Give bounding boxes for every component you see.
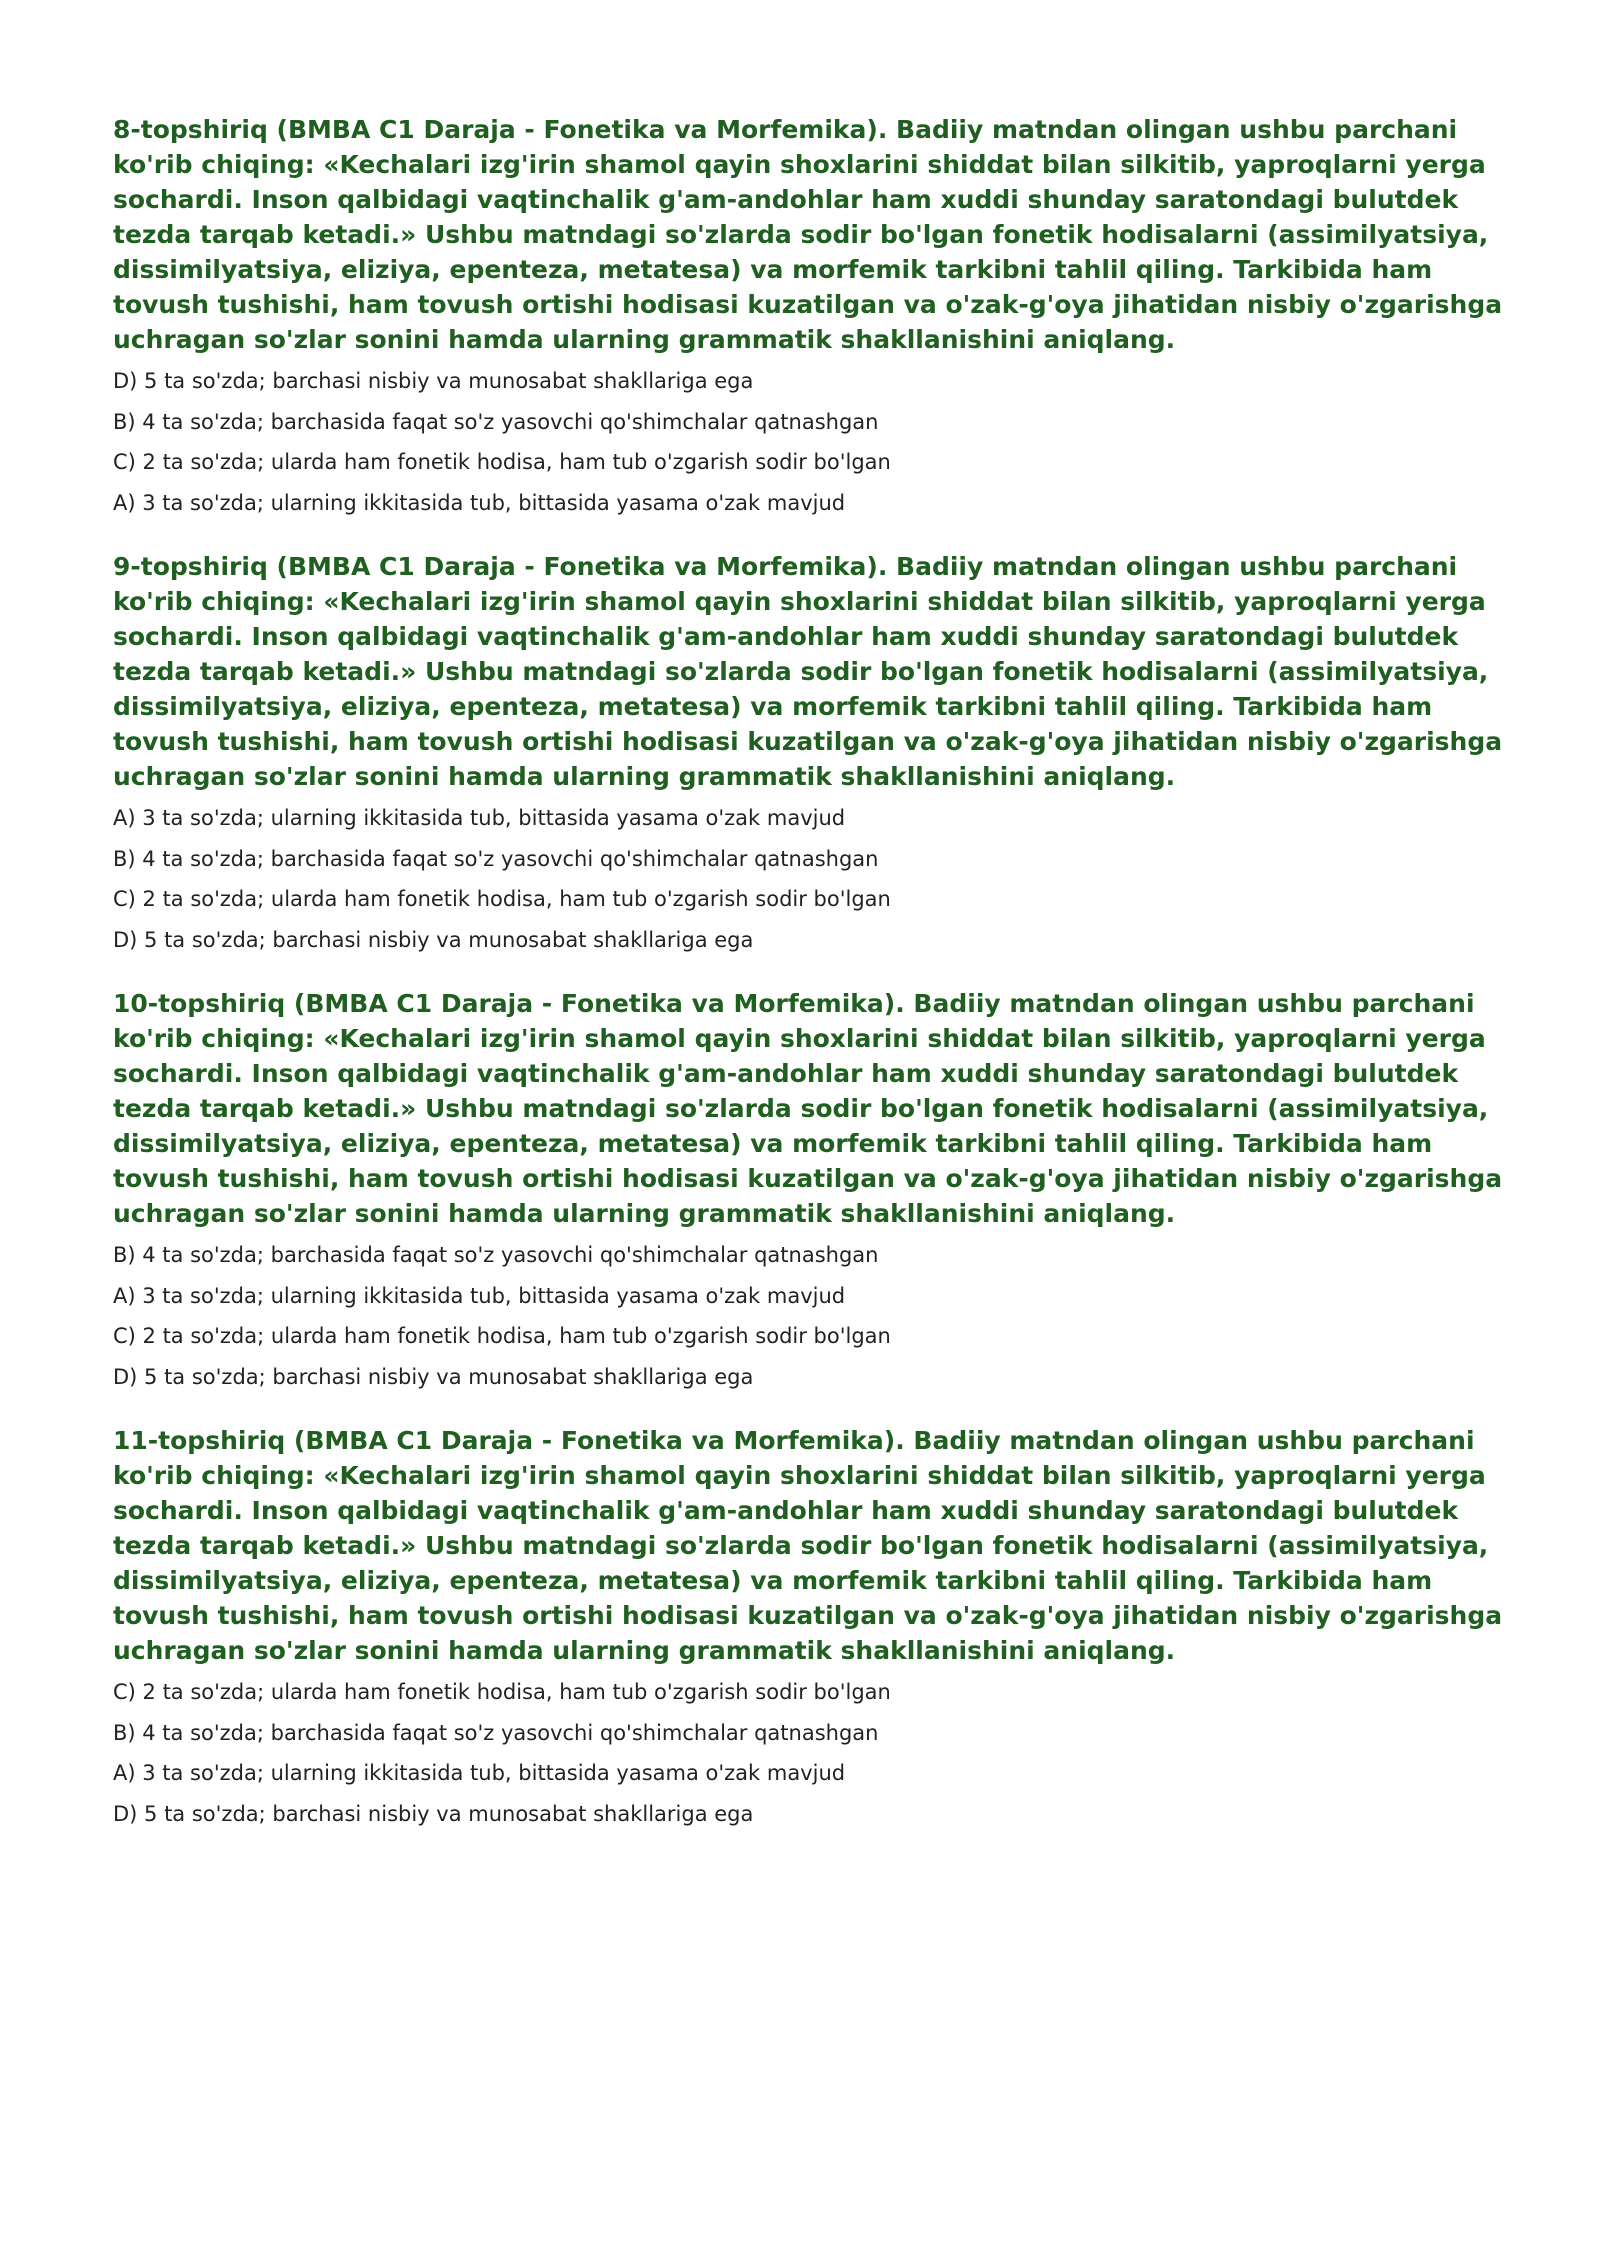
- answer-option: B) 4 ta so'zda; barchasida faqat so'z yasovchi qo'shimchalar qatnashgan: [113, 409, 879, 434]
- question-10: [113, 986, 1503, 1397]
- answer-option: D) 5 ta so'zda; barchasi nisbiy va munosabat shakllariga ega: [113, 1801, 754, 1826]
- answer-option: B) 4 ta so'zda; barchasida faqat so'z yasovchi qo'shimchalar qatnashgan: [113, 1243, 879, 1267]
- answer-option: C) 2 ta so'zda; ularda ham fonetik hodisa, ham tub o'zgarish sodir bo'lgan: [113, 1324, 891, 1348]
- question-title: 10-topshiriq (BMBA C1 Daraja - Fonetika va Morfemika). Badiiy matndan olingan ushbu parchani ko'rib chiqing: «Kechalari izg'irin shamol qayin shoxlarini shiddat bilan silkitib, yaproqlarni yerga sochardi. Inson qalbidagi vaqtinchalik g'am-andohlar ham xuddi shunday saratondagi bulutdek tezda tarqab ketadi.» Ushbu matndagi so'zlarda sodir bo'lgan fonetik hodisalarni (assimilyatsiya, dissimilyatsiya, eliziya, epenteza, metatesa) va morfemik tarkibni tahlil qiling. Tarkibida ham tovush tushishi, ham tovush ortishi hodisasi kuzatilgan va o'zak-g'oya jihatidan nisbiy o'zgarishga uchragan so'zlar sonini hamda ularning grammatik shakllanishini aniqlang.: [113, 989, 1503, 1228]
- answer-option: C) 2 ta so'zda; ularda ham fonetik hodisa, ham tub o'zgarish sodir bo'lgan: [113, 1680, 891, 1704]
- question-title: 11-topshiriq (BMBA C1 Daraja - Fonetika va Morfemika). Badiiy matndan olingan ushbu parchani ko'rib chiqing: «Kechalari izg'irin shamol qayin shoxlarini shiddat bilan silkitib, yaproqlarni yerga sochardi. Inson qalbidagi vaqtinchalik g'am-andohlar ham xuddi shunday saratondagi bulutdek tezda tarqab ketadi.» Ushbu matndagi so'zlarda sodir bo'lgan fonetik hodisalarni (assimilyatsiya, dissimilyatsiya, eliziya, epenteza, metatesa) va morfemik tarkibni tahlil qiling. Tarkibida ham tovush tushishi, ham tovush ortishi hodisasi kuzatilgan va o'zak-g'oya jihatidan nisbiy o'zgarishga uchragan so'zlar sonini hamda ularning grammatik shakllanishini aniqlang.: [113, 1426, 1503, 1665]
- question-title: 9-topshiriq (BMBA C1 Daraja - Fonetika va Morfemika). Badiiy matndan olingan ushbu parchani ko'rib chiqing: «Kechalari izg'irin shamol qayin shoxlarini shiddat bilan silkitib, yaproqlarni yerga sochardi. Inson qalbidagi vaqtinchalik g'am-andohlar ham xuddi shunday saratondagi bulutdek tezda tarqab ketadi.» Ushbu matndagi so'zlarda sodir bo'lgan fonetik hodisalarni (assimilyatsiya, dissimilyatsiya, eliziya, epenteza, metatesa) va morfemik tarkibni tahlil qiling. Tarkibida ham tovush tushishi, ham tovush ortishi hodisasi kuzatilgan va o'zak-g'oya jihatidan nisbiy o'zgarishga uchragan so'zlar sonini hamda ularning grammatik shakllanishini aniqlang.: [113, 552, 1503, 791]
- answer-options: [113, 1235, 1503, 1397]
- document-page: [113, 112, 1503, 1860]
- answer-option: D) 5 ta so'zda; barchasi nisbiy va munosabat shakllariga ega: [113, 369, 754, 393]
- answer-options: [113, 1672, 1503, 1834]
- answer-option: C) 2 ta so'zda; ularda ham fonetik hodisa, ham tub o'zgarish sodir bo'lgan: [113, 450, 891, 474]
- answer-options: [113, 361, 1503, 523]
- answer-option: B) 4 ta so'zda; barchasida faqat so'z yasovchi qo'shimchalar qatnashgan: [113, 846, 879, 871]
- question-11: [113, 1423, 1503, 1834]
- answer-options: [113, 798, 1503, 960]
- answer-option: A) 3 ta so'zda; ularning ikkitasida tub, bittasida yasama o'zak mavjud: [113, 1283, 846, 1308]
- question-title: 8-topshiriq (BMBA C1 Daraja - Fonetika va Morfemika). Badiiy matndan olingan ushbu parchani ko'rib chiqing: «Kechalari izg'irin shamol qayin shoxlarini shiddat bilan silkitib, yaproqlarni yerga sochardi. Inson qalbidagi vaqtinchalik g'am-andohlar ham xuddi shunday saratondagi bulutdek tezda tarqab ketadi.» Ushbu matndagi so'zlarda sodir bo'lgan fonetik hodisalarni (assimilyatsiya, dissimilyatsiya, eliziya, epenteza, metatesa) va morfemik tarkibni tahlil qiling. Tarkibida ham tovush tushishi, ham tovush ortishi hodisasi kuzatilgan va o'zak-g'oya jihatidan nisbiy o'zgarishga uchragan so'zlar sonini hamda ularning grammatik shakllanishini aniqlang.: [113, 115, 1503, 354]
- answer-option: C) 2 ta so'zda; ularda ham fonetik hodisa, ham tub o'zgarish sodir bo'lgan: [113, 887, 891, 911]
- answer-option: D) 5 ta so'zda; barchasi nisbiy va munosabat shakllariga ega: [113, 1364, 754, 1389]
- answer-option: D) 5 ta so'zda; barchasi nisbiy va munosabat shakllariga ega: [113, 927, 754, 952]
- answer-option: A) 3 ta so'zda; ularning ikkitasida tub, bittasida yasama o'zak mavjud: [113, 490, 846, 515]
- question-9: [113, 549, 1503, 960]
- answer-option: A) 3 ta so'zda; ularning ikkitasida tub, bittasida yasama o'zak mavjud: [113, 1761, 846, 1785]
- answer-option: B) 4 ta so'zda; barchasida faqat so'z yasovchi qo'shimchalar qatnashgan: [113, 1720, 879, 1745]
- answer-option: A) 3 ta so'zda; ularning ikkitasida tub, bittasida yasama o'zak mavjud: [113, 806, 846, 830]
- question-8: [113, 112, 1503, 523]
